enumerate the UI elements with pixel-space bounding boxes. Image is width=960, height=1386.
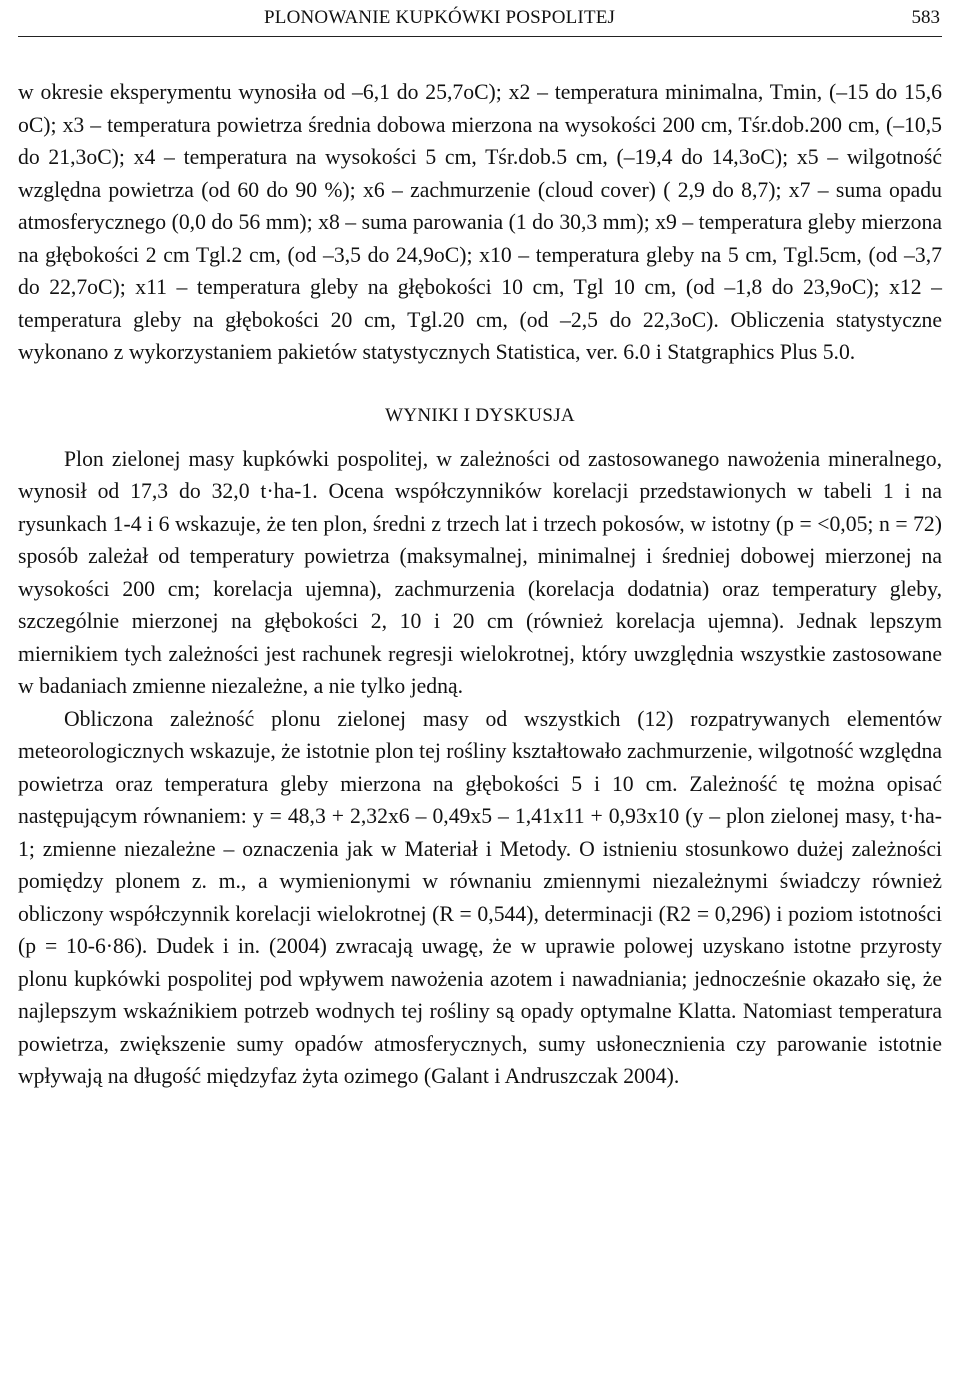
running-title: PLONOWANIE KUPKÓWKI POSPOLITEJ	[264, 7, 616, 28]
page-number: 583	[911, 7, 940, 28]
paragraph-methods-variables: w okresie eksperymentu wynosiła od –6,1 do 25,7oC); x2 – temperatura minimalna, Tmin, (–15 do 15,6 oC); x3 – temperatura powietrza średnia dobowa mierzona na wysokości 200 cm, Tśr.dob.200 cm, (–10,5 do 21,3oC); x4 – temperatura na wysokości 5 cm, Tśr.dob.5 cm, (–19,4 do 14,3oC); x5 – wilgotność względna powietrza (od 60 do 90 %); x6 – zachmurzenie (cloud cover) ( 2,9 do 8,7); x7 – suma opadu atmosferycznego (0,0 do 56 mm); x8 – suma parowania (1 do 30,3 mm); x9 – temperatura gleby mierzona na głębokości 2 cm Tgl.2 cm, (od –3,5 do 24,9oC); x10 – temperatura gleby na 5 cm, Tgl.5cm, (od –3,7 do 22,7oC); x11 – temperatura gleby na głębokości 10 cm, Tgl 10 cm, (od –1,8 do 23,9oC); x12 – temperatura gleby na głębokości 20 cm, Tgl.20 cm, (od –2,5 do 22,3oC). Obliczenia statystyczne wykonano z wykorzystaniem pakietów statystycznych Statistica, ver. 6.0 i Statgraphics Plus 5.0.	[18, 80, 942, 364]
paragraph-results-correlation: Plon zielonej masy kupkówki pospolitej, w zależności od zastosowanego nawożenia mineralnego, wynosił od 17,3 do 32,0 t·ha-1. Ocena współczynników korelacji przedstawionych w tabeli 1 i na rysunkach 1-4 i 6 wskazuje, że ten plon, średni z trzech lat i trzech pokosów, w istotny (p = <0,05; n = 72) sposób zależał od temperatury powietrza (maksymalnej, minimalnej i średniej dobowej mierzonej na wysokości 200 cm; korelacja ujemna), zachmurzenia (korelacja dodatnia) oraz temperatury gleby, szczególnie mierzonej na głębokości 2, 10 i 20 cm (również korelacja ujemna). Jednak lepszym miernikiem tych zależności jest rachunek regresji wielokrotnej, który uwzględnia wszystkie zastosowane w badaniach zmienne niezależne, a nie tylko jedną.	[18, 446, 942, 698]
paragraph-results-regression: Obliczona zależność plonu zielonej masy od wszystkich (12) rozpatrywanych elementów meteorologicznych wskazuje, że istotnie plon tej rośliny kształtowało zachmurzenie, wilgotność względna powietrza oraz temperatura gleby mierzona na głębokości 5 i 10 cm. Zależność tę można opisać następującym równaniem: y = 48,3 + 2,32x6 – 0,49x5 – 1,41x11 + 0,93x10 (y – plon zielonej masy, t·ha-1; zmienne niezależne – oznaczenia jak w Materiał i Metody. O istnieniu stosunkowo dużej zależności pomiędzy plonem z. m., a wymienionymi w równaniu zmiennymi niezależnymi świadczy również obliczony współczynnik korelacji wielokrotnej (R = 0,544), determinacji (R2 = 0,296) i poziom istotności (p = 10-6·86). Dudek i in. (2004) zwracają uwagę, że w uprawie polowej uzyskano istotne przyrosty plonu kupkówki pospolitej pod wpływem nawożenia azotem i nawadniania; jednocześnie okazało się, że najlepszym wskaźnikiem potrzeb wodnych tej rośliny są opady optymalne Klatta. Natomiast temperatura powietrza, zwiększenie sumy opadów atmosferycznych, sumy usłonecznienia czy parowanie istotnie wpływają na długość międzyfaz żyta ozimego (Galant i Andruszczak 2004).	[18, 706, 942, 1088]
page-header	[18, 0, 942, 37]
section-title: WYNIKI I DYSKUSJA	[385, 404, 575, 426]
body-text	[18, 76, 942, 1093]
